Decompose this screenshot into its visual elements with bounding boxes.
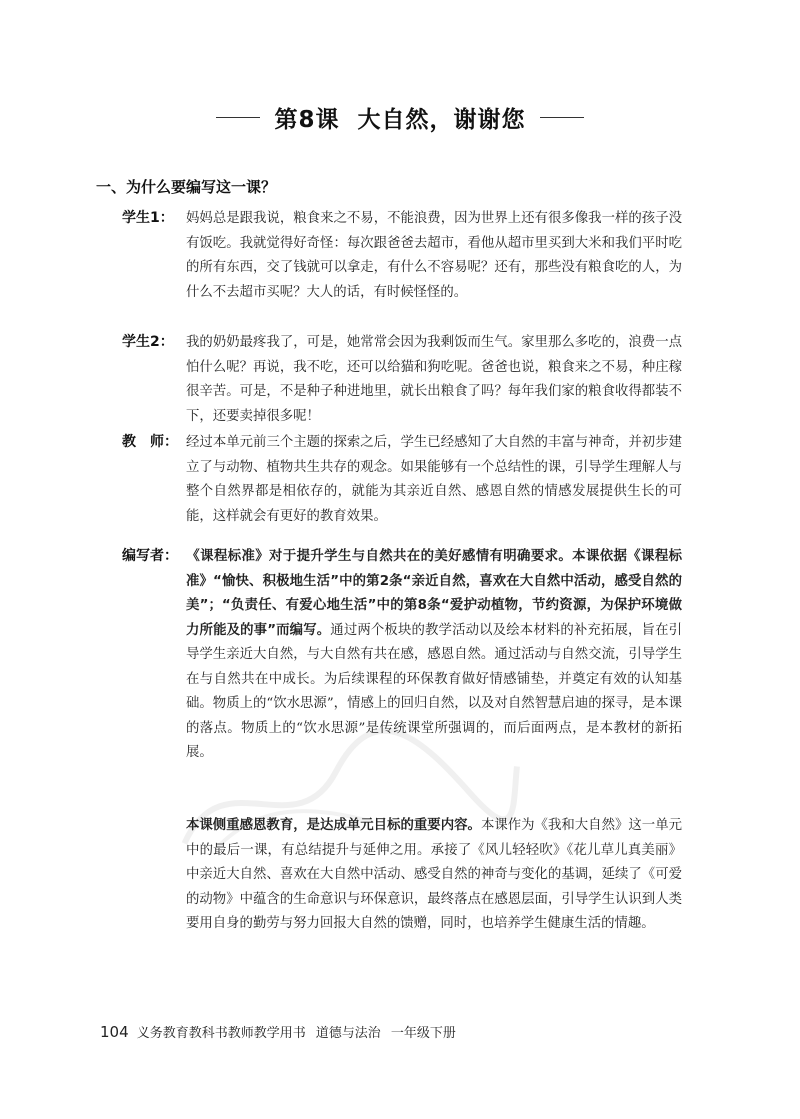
entry-writer bbox=[122, 544, 682, 766]
lesson-title-row bbox=[0, 100, 800, 134]
lesson-number: 第8课 bbox=[274, 106, 340, 133]
page-number: 104 bbox=[100, 1023, 129, 1041]
entry-student-1 bbox=[122, 206, 682, 305]
entry-student-2 bbox=[122, 330, 682, 429]
speaker-label: 编写者： bbox=[122, 548, 178, 564]
title-right-dash bbox=[540, 117, 584, 118]
entry-text: 通过两个板块的教学活动以及绘本材料的补充拓展，旨在引导学生亲近大自然，与大自然有共在感，感恩自然。通过活动与自然交流，引导学生在与自然共在中成长。为后续课程的环保教育做好情感铺垫，并奠定有效的认知基础。物质上的“饮水思源”，情感上的回归自然，以及对自然智慧启迪的探寻，是本课的落点。物质上的“饮水思源”是传统课堂所强调的，而后面两点，是本教材的新拓展。 bbox=[186, 622, 682, 760]
entry-text: 经过本单元前三个主题的探索之后，学生已经感知了大自然的丰富与神奇，并初步建立了与动物、植物共生共存的观念。如果能够有一个总结性的课，引导学生理解人与整个自然界都是相依存的，就能为其亲近自然、感恩自然的情感发展提供生长的可能，这样就会有更好的教育效果。 bbox=[186, 435, 682, 524]
speaker-label: 学生1： bbox=[122, 210, 174, 226]
entry-teacher bbox=[122, 430, 682, 529]
title-left-dash bbox=[216, 117, 260, 118]
book-title: 义务教育教科书教师教学用书 bbox=[136, 1026, 306, 1041]
page-footer bbox=[100, 1022, 456, 1041]
closing-bold-text: 本课侧重感恩教育，是达成单元目标的重要内容。 bbox=[186, 818, 481, 833]
entry-text: 我的奶奶最疼我了，可是，她常常会因为我剩饭而生气。家里那么多吃的，浪费一点怕什么呢？再说，我不吃，还可以给猫和狗吃呢。爸爸也说，粮食来之不易，种庄稼很辛苦。可是，不是种子种进地里，就长出粮食了吗？每年我们家的粮食收得都装不下，还要卖掉很多呢！ bbox=[186, 335, 682, 424]
speaker-label: 教 师： bbox=[122, 434, 178, 450]
subject-name: 道德与法治 bbox=[315, 1026, 381, 1041]
closing-text: 本课作为《我和大自然》这一单元中的最后一课，有总结提升与延伸之用。承接了《风儿轻轻吹》《花儿草儿真美丽》中亲近大自然、喜欢在大自然中活动、感受自然的神奇与变化的基调，延续了《可爱的动物》中蕴含的生命意识与环保意识，最终落点在感恩层面，引导学生认识到人类要用自身的勤劳与努力回报大自然的馈赠，同时，也培养学生健康生活的情趣。 bbox=[186, 818, 683, 931]
closing-paragraph bbox=[186, 814, 682, 937]
entry-bold-text: 《课程标准》对于提升学生与自然共在的美好感情有明确要求。本课依据《课程标准》“愉快、积极地生活”中的第2条“亲近自然，喜欢在大自然中活动，感受自然的美”；“负责任、有爱心地生活”中的第8条“爱护动植物，节约资源，为保护环境做力所能及的事”而编写。 bbox=[186, 549, 682, 638]
section-heading: 一、为什么要编写这一课？ bbox=[96, 178, 277, 196]
grade-name: 一年级下册 bbox=[390, 1026, 456, 1041]
entry-text: 妈妈总是跟我说，粮食来之不易，不能浪费，因为世界上还有很多像我一样的孩子没有饭吃。我就觉得好奇怪：每次跟爸爸去超市，看他从超市里买到大米和我们平时吃的所有东西，交了钱就可以拿走，有什么不容易呢？还有，那些没有粮食吃的人，为什么不去超市买呢？大人的话，有时候怪怪的。 bbox=[186, 211, 682, 300]
speaker-label: 学生2： bbox=[122, 334, 174, 350]
lesson-name: 大自然，谢谢您 bbox=[357, 106, 526, 133]
lesson-title bbox=[274, 101, 525, 134]
